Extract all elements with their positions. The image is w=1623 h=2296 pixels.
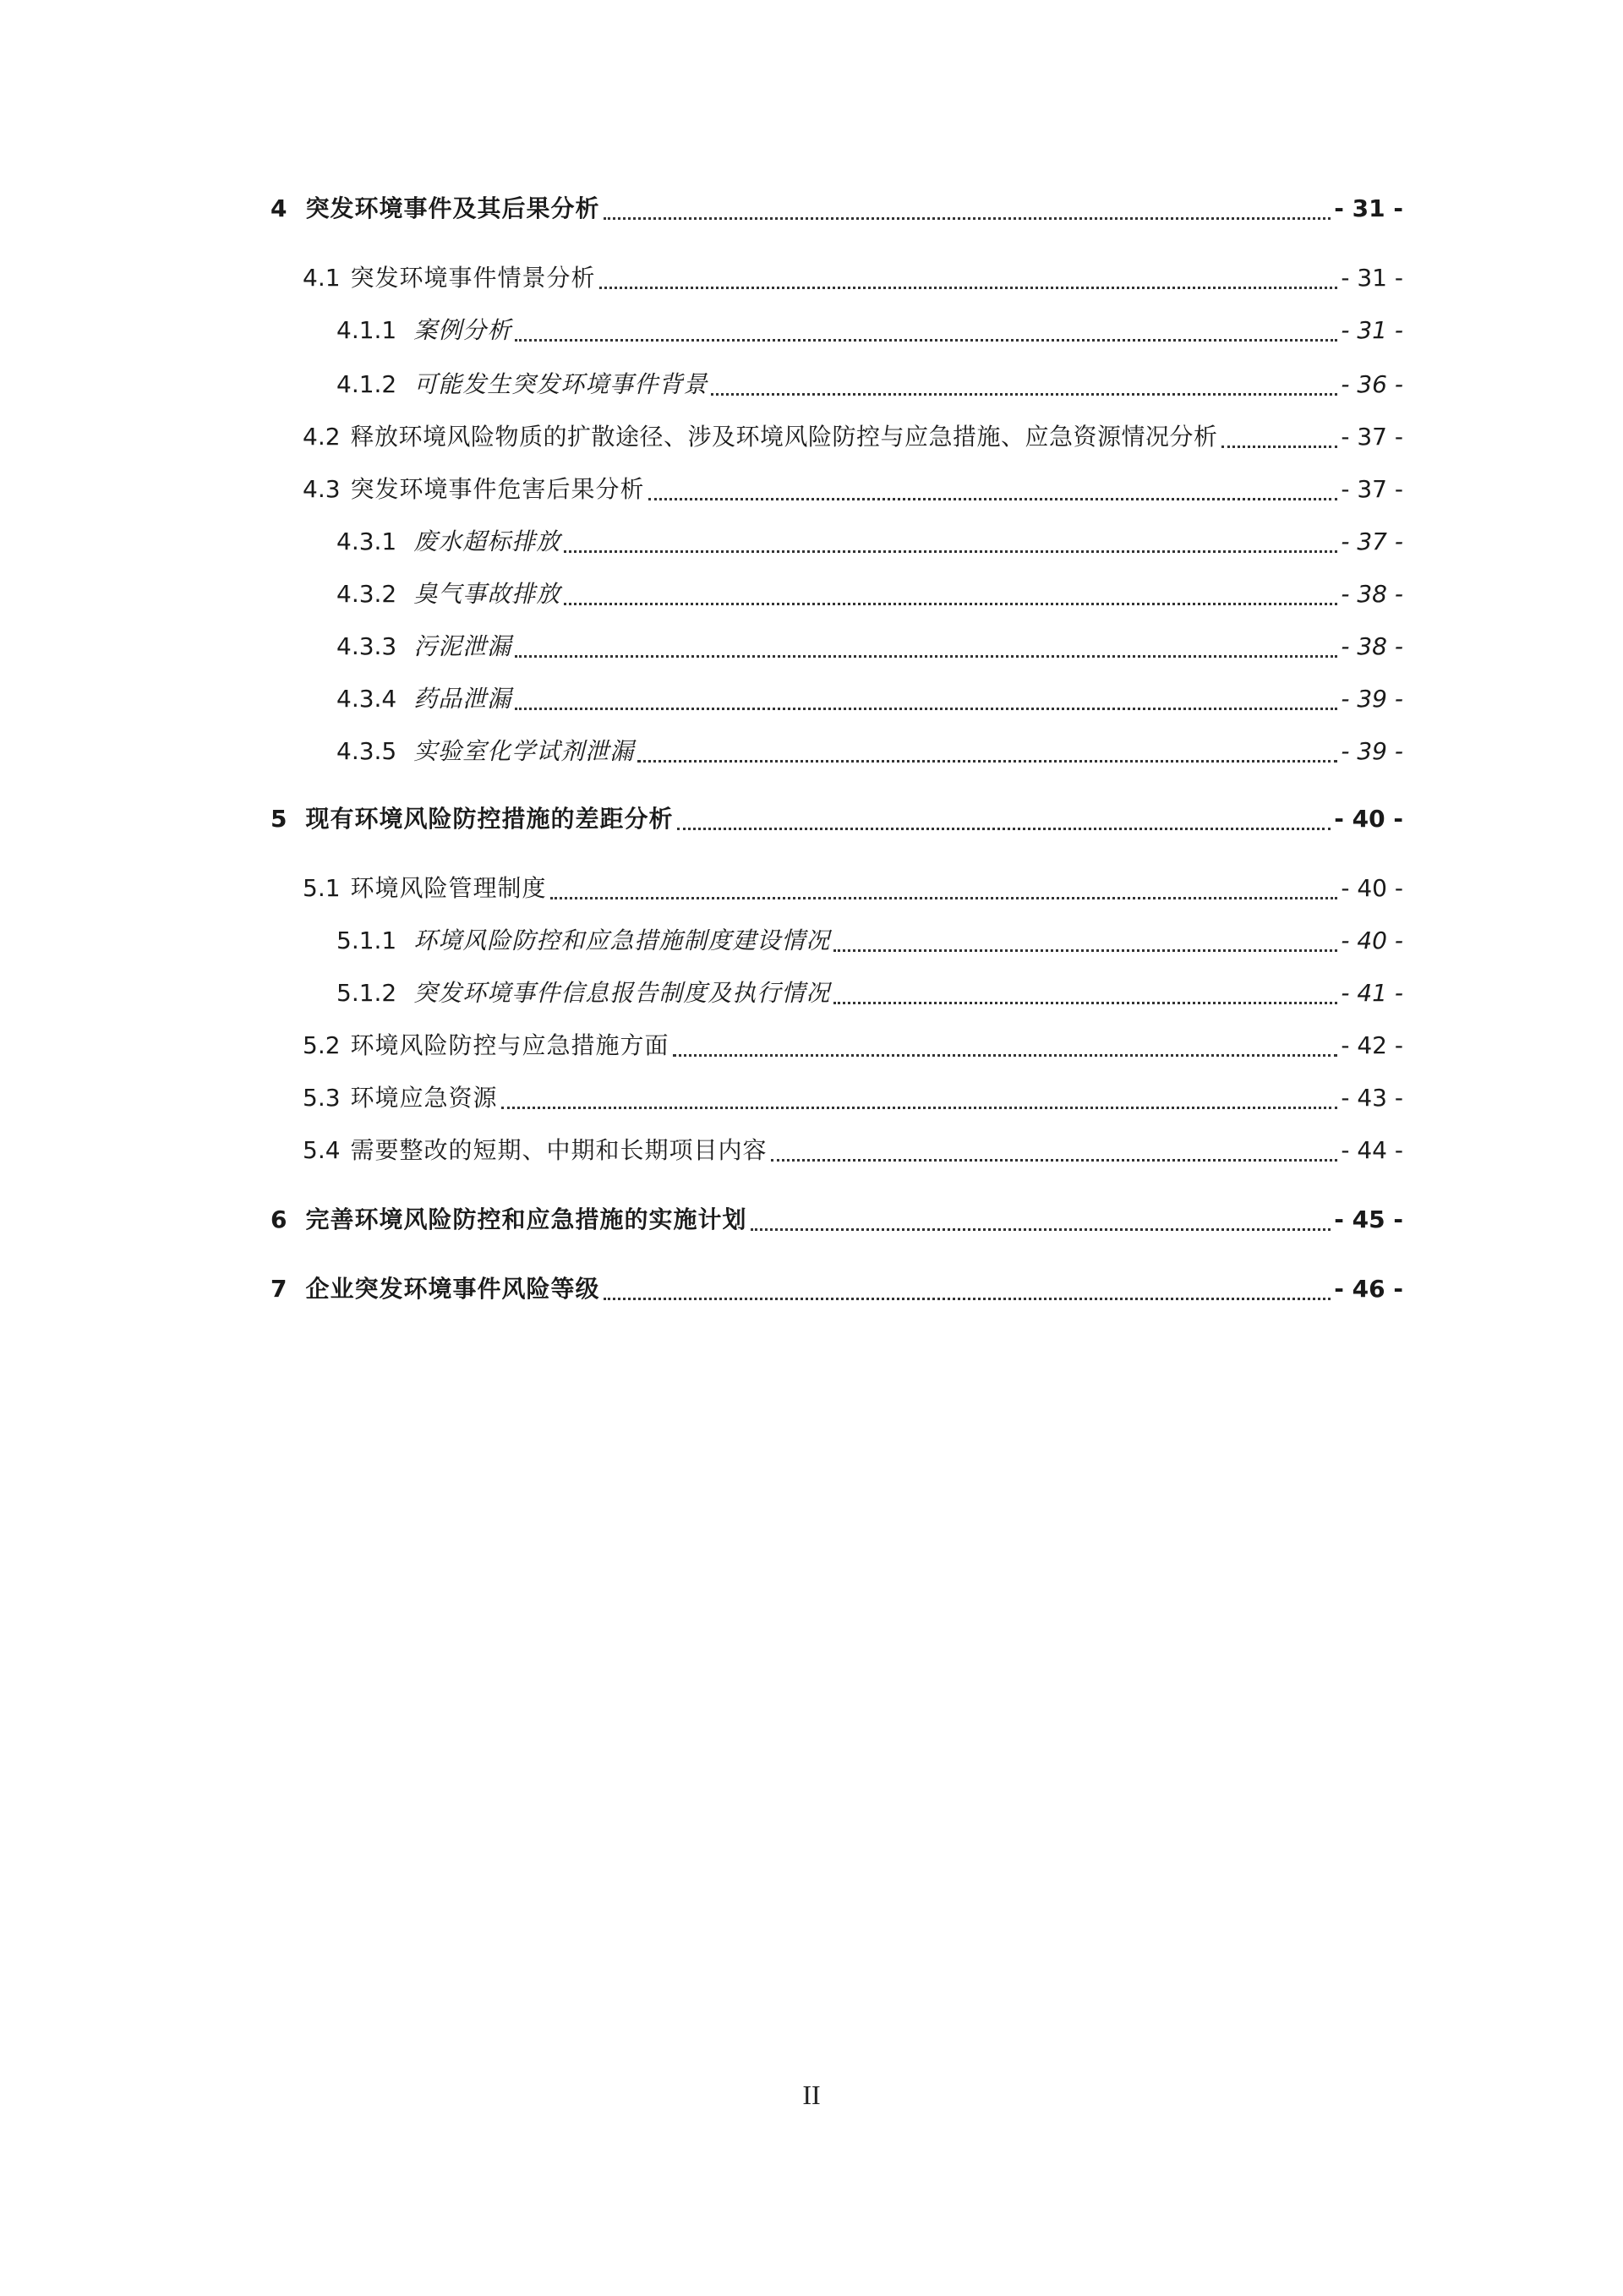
toc-entry-page: - 37 - <box>1341 475 1403 503</box>
toc-entry-5-3[interactable] <box>270 1077 1403 1119</box>
toc-entry-page: - 36 - <box>1341 370 1403 398</box>
toc-entry-number: 7 <box>270 1275 287 1303</box>
toc-entry-5-1[interactable] <box>270 867 1403 910</box>
toc-entry-page: - 39 - <box>1341 685 1403 713</box>
toc-dot-leader <box>711 364 1337 406</box>
toc-entry-page: - 39 - <box>1341 737 1403 765</box>
toc-entry-title: 药品泄漏 <box>413 685 512 713</box>
toc-dot-leader <box>648 468 1338 511</box>
toc-entry-number: 6 <box>270 1205 287 1233</box>
toc-dot-leader <box>833 920 1337 962</box>
toc-entry-5-1-1[interactable] <box>270 920 1403 962</box>
toc-entry-page: - 37 - <box>1341 528 1403 555</box>
toc-entry-5-4[interactable] <box>270 1129 1403 1172</box>
toc-dot-leader <box>515 678 1337 720</box>
toc-dot-leader <box>1221 416 1338 458</box>
toc-entry-page: - 38 - <box>1341 632 1403 660</box>
toc-dot-leader <box>751 1199 1331 1241</box>
toc-entry-title: 突发环境事件及其后果分析 <box>305 194 600 222</box>
toc-entry-5-1-2[interactable] <box>270 972 1403 1014</box>
toc-entry-4-3-1[interactable] <box>270 521 1403 563</box>
toc-entry-5-2[interactable] <box>270 1025 1403 1067</box>
toc-dot-leader <box>771 1129 1338 1172</box>
toc-entry-number: 4.3.3 <box>336 632 397 660</box>
toc-entry-number: 4 <box>270 194 287 222</box>
toc-entry-title: 现有环境风险防控措施的差距分析 <box>305 805 674 833</box>
toc-entry-title: 突发环境事件危害后果分析 <box>350 475 645 503</box>
toc-entry-number: 5.1.1 <box>336 927 397 954</box>
toc-dot-leader <box>637 730 1337 773</box>
toc-dot-leader <box>515 309 1337 352</box>
toc-dot-leader <box>673 1025 1338 1067</box>
toc-entry-4-3-2[interactable] <box>270 573 1403 615</box>
toc-entry-number: 4.3.2 <box>336 580 397 608</box>
toc-entry-page: - 42 - <box>1341 1031 1403 1059</box>
toc-entry-page: - 40 - <box>1334 805 1403 833</box>
toc-entry-page: - 46 - <box>1334 1275 1403 1303</box>
toc-entry-number: 5 <box>270 805 287 833</box>
table-of-contents <box>270 0 1403 2296</box>
toc-entry-page: - 37 - <box>1341 423 1403 451</box>
toc-dot-leader <box>677 798 1331 840</box>
toc-entry-7[interactable] <box>270 1268 1403 1310</box>
toc-entry-number: 5.2 <box>303 1031 341 1059</box>
toc-entry-number: 5.3 <box>303 1084 341 1112</box>
toc-entry-page: - 41 - <box>1341 979 1403 1007</box>
toc-dot-leader <box>550 867 1338 910</box>
toc-entry-number: 4.3 <box>303 475 341 503</box>
toc-entry-4-3-5[interactable] <box>270 730 1403 773</box>
toc-entry-4-3-4[interactable] <box>270 678 1403 720</box>
toc-entry-number: 5.1.2 <box>336 979 397 1007</box>
toc-entry-number: 5.1 <box>303 874 341 902</box>
toc-entry-number: 4.1.2 <box>336 370 397 398</box>
toc-dot-leader <box>604 188 1331 230</box>
toc-dot-leader <box>604 1268 1331 1310</box>
toc-entry-title: 环境应急资源 <box>350 1084 498 1112</box>
toc-entry-number: 5.4 <box>303 1136 341 1164</box>
toc-entry-page: - 45 - <box>1334 1205 1403 1233</box>
toc-entry-page: - 31 - <box>1341 264 1403 292</box>
toc-entry-title: 污泥泄漏 <box>413 632 512 660</box>
toc-entry-number: 4.2 <box>303 423 341 451</box>
toc-entry-page: - 38 - <box>1341 580 1403 608</box>
toc-entry-4-1[interactable] <box>270 257 1403 299</box>
toc-dot-leader <box>501 1077 1338 1119</box>
toc-entry-title: 废水超标排放 <box>413 528 561 555</box>
toc-entry-title: 环境风险管理制度 <box>350 874 547 902</box>
toc-dot-leader <box>564 573 1337 615</box>
toc-entry-page: - 31 - <box>1334 194 1403 222</box>
toc-dot-leader <box>515 626 1337 668</box>
toc-entry-5[interactable] <box>270 798 1403 840</box>
toc-entry-4-2[interactable] <box>270 416 1403 458</box>
toc-entry-4[interactable] <box>270 188 1403 230</box>
toc-entry-title: 实验室化学试剂泄漏 <box>413 737 635 765</box>
toc-entry-number: 4.3.4 <box>336 685 397 713</box>
toc-entry-title: 突发环境事件情景分析 <box>350 264 596 292</box>
toc-entry-title: 环境风险防控和应急措施制度建设情况 <box>413 927 831 954</box>
toc-entry-number: 4.1 <box>303 264 341 292</box>
toc-entry-page: - 40 - <box>1341 874 1403 902</box>
toc-entry-title: 需要整改的短期、中期和长期项目内容 <box>350 1136 768 1164</box>
toc-entry-title: 案例分析 <box>413 316 512 344</box>
toc-entry-page: - 40 - <box>1341 927 1403 954</box>
toc-entry-number: 4.3.1 <box>336 528 397 555</box>
toc-entry-page: - 31 - <box>1341 316 1403 344</box>
toc-entry-title: 环境风险防控与应急措施方面 <box>350 1031 669 1059</box>
toc-entry-4-1-1[interactable] <box>270 309 1403 352</box>
toc-entry-number: 4.1.1 <box>336 316 397 344</box>
toc-entry-page: - 43 - <box>1341 1084 1403 1112</box>
toc-entry-title: 可能发生突发环境事件背景 <box>413 370 708 398</box>
toc-entry-6[interactable] <box>270 1199 1403 1241</box>
toc-dot-leader <box>564 521 1337 563</box>
toc-entry-4-1-2[interactable] <box>270 364 1403 406</box>
toc-entry-page: - 44 - <box>1341 1136 1403 1164</box>
toc-entry-4-3[interactable] <box>270 468 1403 511</box>
toc-entry-4-3-3[interactable] <box>270 626 1403 668</box>
toc-entry-title: 企业突发环境事件风险等级 <box>305 1275 600 1303</box>
toc-entry-title: 臭气事故排放 <box>413 580 561 608</box>
toc-dot-leader <box>833 972 1337 1014</box>
toc-dot-leader <box>599 257 1338 299</box>
toc-entry-title: 完善环境风险防控和应急措施的实施计划 <box>305 1205 747 1233</box>
toc-entry-number: 4.3.5 <box>336 737 397 765</box>
toc-entry-title: 释放环境风险物质的扩散途径、涉及环境风险防控与应急措施、应急资源情况分析 <box>350 423 1218 451</box>
page-number: II <box>802 2080 821 2110</box>
toc-entry-title: 突发环境事件信息报告制度及执行情况 <box>413 979 831 1007</box>
